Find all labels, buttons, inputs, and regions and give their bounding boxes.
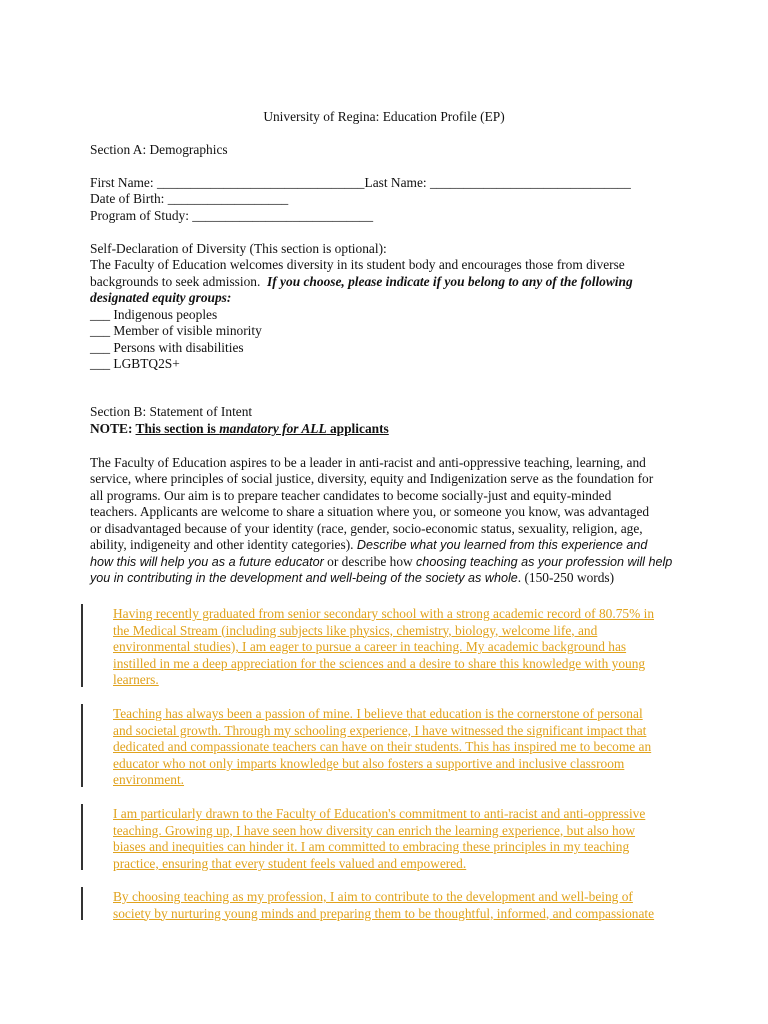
name-row: [90, 175, 690, 192]
answer-paragraph[interactable]: [113, 706, 703, 789]
answer-paragraph[interactable]: [113, 889, 703, 922]
intro-line: The Faculty of Education aspires to be a leader in anti-racist and anti-oppressive teaching, learning, and: [90, 455, 646, 470]
answer-line: biases and inequities can hinder it. I am committed to embracing these principles in my teaching: [113, 839, 630, 855]
change-bar: [81, 804, 83, 870]
answer-line: the Medical Stream (including subjects like physics, chemistry, biology, welcome life, and: [113, 622, 598, 638]
answer-line: society by nurturing young minds and preparing them to be thoughtful, informed, and compassionate: [113, 905, 655, 921]
last-name-field[interactable]: Last Name: ______________________________: [364, 175, 631, 190]
answer-line: teaching. Growing up, I have seen how diversity can enrich the learning experience, but also how: [113, 822, 636, 838]
diversity-instruction: If you choose, please indicate if you belong to any of the following: [267, 274, 633, 289]
answer-line: environment.: [113, 772, 185, 788]
intro-prompt: you in contributing in the development and well-being of the society as whole: [90, 571, 518, 585]
first-name-field[interactable]: First Name: _______________________________: [90, 175, 365, 190]
answer-line: I am particularly drawn to the Faculty of Education's commitment to anti-racist and anti-oppressive: [113, 806, 646, 821]
intro-line: [90, 554, 690, 571]
program-field[interactable]: Program of Study: ___________________________: [90, 208, 374, 223]
intro-line: teachers. Applicants are welcome to share a situation where you, or someone you know, was advantaged: [90, 504, 650, 519]
mandatory-note: [90, 421, 690, 438]
note-text-emphasis: mandatory for ALL: [219, 421, 327, 436]
dob-field[interactable]: Date of Birth: __________________: [90, 191, 289, 206]
answer-line: Having recently graduated from senior secondary school with a strong academic record of 80.75% in: [113, 606, 655, 621]
equity-option[interactable]: ___ Persons with disabilities: [90, 340, 244, 355]
note-text-part: applicants: [326, 421, 389, 436]
answer-line: learners.: [113, 672, 159, 688]
note-text: [136, 421, 389, 436]
equity-option[interactable]: ___ LGBTQ2S+: [90, 356, 180, 371]
word-count-hint: . (150-250 words): [517, 570, 615, 585]
diversity-heading: Self-Declaration of Diversity (This section is optional):: [90, 241, 387, 256]
answer-line: Teaching has always been a passion of mine. I believe that education is the cornerstone of personal: [113, 706, 643, 721]
diversity-text: backgrounds to seek admission.: [90, 274, 268, 289]
equity-option[interactable]: ___ Indigenous peoples: [90, 307, 218, 322]
answer-paragraph[interactable]: [113, 606, 703, 689]
change-bar: [81, 704, 83, 787]
intro-prompt: how this will help you as a future educator: [90, 555, 324, 569]
note-text-part: This section is: [135, 421, 220, 436]
diversity-text-line: [90, 274, 690, 291]
intro-line: [90, 537, 690, 554]
intro-line: service, where principles of social justice, diversity, equity and Indigenization serve as the foundation for: [90, 471, 654, 486]
intro-text: or describe how: [323, 554, 417, 569]
answer-line: dedicated and compassionate teachers can have on their students. This has inspired me to become an: [113, 739, 652, 755]
diversity-instruction-end: designated equity groups:: [90, 290, 232, 305]
answer-line: instilled in me a deep appreciation for the sciences and a desire to share this knowledge with young: [113, 655, 646, 671]
intro-text: ability, indigeneity and other identity categories).: [90, 537, 357, 552]
intro-prompt: Describe what you learned from this experience and: [356, 538, 648, 552]
note-label: NOTE:: [90, 421, 133, 436]
intro-prompt: choosing teaching as your profession will help: [416, 555, 673, 569]
answer-line: By choosing teaching as my profession, I aim to contribute to the development and well-being of: [113, 889, 633, 904]
document-title: University of Regina: Education Profile (EP): [263, 109, 505, 124]
answer-line: practice, ensuring that every student feels valued and empowered.: [113, 855, 467, 871]
change-bar: [81, 604, 83, 687]
intro-line: all programs. Our aim is to prepare teacher candidates to become socially-just and equity-minded: [90, 488, 612, 503]
answer-line: and societal growth. Through my schooling experience, I have witnessed the significant impact that: [113, 722, 647, 738]
section-a-heading: Section A: Demographics: [90, 142, 228, 157]
diversity-text-line: The Faculty of Education welcomes diversity in its student body and encourages those from diverse: [90, 257, 625, 272]
section-b-heading: Section B: Statement of Intent: [90, 404, 253, 419]
change-bar: [81, 887, 83, 920]
intro-line: or disadvantaged because of your identity (race, gender, socio-economic status, sexuality, religion, age,: [90, 521, 643, 536]
answer-paragraph[interactable]: [113, 806, 703, 872]
answer-line: environmental studies), I am eager to pursue a career in teaching. My academic background has: [113, 639, 627, 655]
equity-option[interactable]: ___ Member of visible minority: [90, 323, 262, 338]
answer-line: educator who not only imparts knowledge but also fosters a supportive and inclusive classroom: [113, 755, 625, 771]
intro-line: [90, 570, 690, 587]
